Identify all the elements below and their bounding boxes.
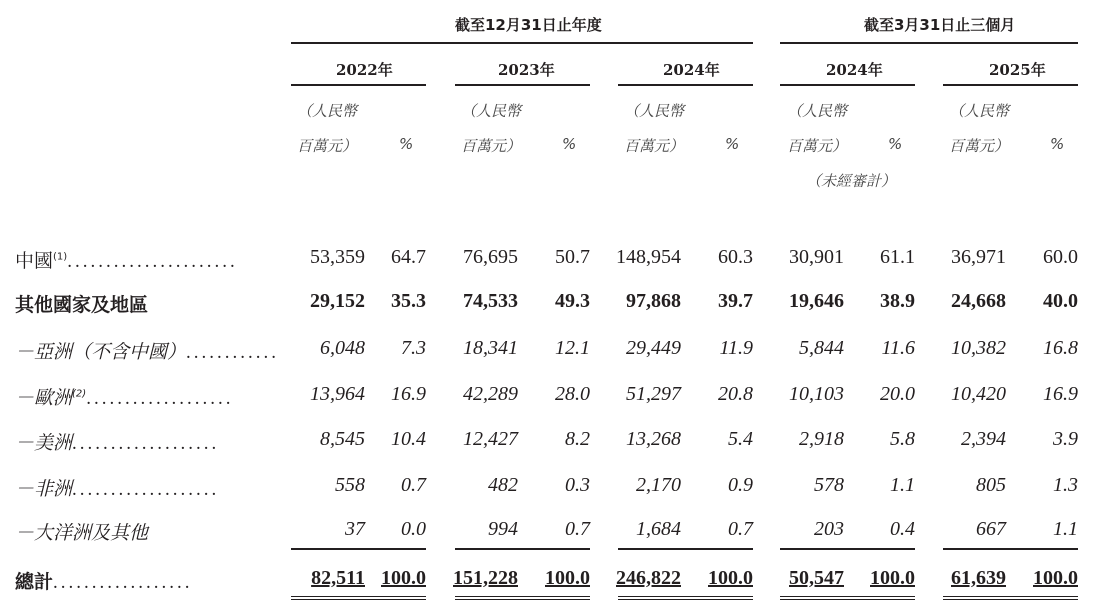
cell-2022-pct: 35.3	[391, 290, 426, 312]
cell-2023-amount: 18,341	[463, 337, 518, 359]
cell-2022-pct: 0.7	[401, 474, 426, 496]
year-rule-2022	[291, 84, 426, 86]
cell-2023-pct: 28.0	[555, 383, 590, 405]
row-label-text: 中國	[15, 250, 54, 272]
cell-2023-amount: 482	[488, 474, 518, 496]
cell-2022-amount: 6,048	[320, 337, 365, 359]
cell-2025q-amount: 667	[976, 518, 1006, 540]
cell-2023-amount: 74,533	[463, 290, 518, 312]
year-header-2023: 2023年	[498, 61, 555, 79]
cell-2022-amount: 13,964	[310, 383, 365, 405]
cell-2025q-pct: 16.8	[1043, 337, 1078, 359]
footnote-marker: (2)	[72, 388, 87, 400]
cell-2024q-pct: 1.1	[890, 474, 915, 496]
cell-2022-amount: 82,511	[311, 567, 365, 589]
cell-2022-amount: 29,152	[310, 290, 365, 312]
cell-2024-amount: 51,297	[626, 383, 681, 405]
cell-2025q-pct: 3.9	[1053, 428, 1078, 450]
cell-2024-amount: 2,170	[636, 474, 681, 496]
cell-2024-pct: 11.9	[719, 337, 753, 359]
cell-2023-amount: 151,228	[453, 567, 518, 589]
cell-2024-amount: 148,954	[616, 246, 681, 268]
year-header-2024-q: 2024年	[826, 61, 883, 79]
cell-2022-amount: 53,359	[310, 246, 365, 268]
year-rule-2024-q	[780, 84, 915, 86]
cell-2023-pct: 8.2	[565, 428, 590, 450]
unit-rmb-2024q-l1: （人民幣	[787, 102, 848, 120]
unit-rmb-2024-l2: 百萬元）	[624, 137, 685, 155]
cell-2024-amount: 13,268	[626, 428, 681, 450]
cell-2024-amount: 1,684	[636, 518, 681, 540]
cell-2022-pct: 64.7	[391, 246, 426, 268]
cell-2022-pct: 7.3	[401, 337, 426, 359]
cell-2025q-amount: 2,394	[961, 428, 1006, 450]
cell-2024q-pct: 20.0	[880, 383, 915, 405]
unit-rmb-2022-l2: 百萬元）	[297, 137, 358, 155]
year-header-2025-q: 2025年	[989, 61, 1046, 79]
total-double-rule-2024-q	[780, 596, 915, 600]
unit-rmb-2024q-l2: 百萬元）	[787, 137, 848, 155]
total-double-rule-2025-q	[943, 596, 1078, 600]
unit-rmb-2025q-l1: （人民幣	[949, 102, 1010, 120]
cell-2022-pct: 0.0	[401, 518, 426, 540]
unit-pct-2022: %	[399, 135, 414, 153]
row-label-text: －非洲	[15, 478, 73, 500]
cell-2024q-amount: 578	[814, 474, 844, 496]
unit-pct-2023: %	[562, 135, 577, 153]
cell-2022-pct: 10.4	[391, 428, 426, 450]
cell-2023-pct: 0.7	[565, 518, 590, 540]
row-label-text: －大洋洲及其他	[15, 522, 149, 544]
year-header-2022: 2022年	[336, 61, 393, 79]
cell-2024q-pct: 61.1	[880, 246, 915, 268]
cell-2024-pct: 20.8	[718, 383, 753, 405]
cell-2023-amount: 42,289	[463, 383, 518, 405]
row-label	[15, 383, 233, 410]
subtotal-rule-2024-q	[780, 548, 915, 550]
unit-pct-2024q: %	[888, 135, 903, 153]
cell-2025q-amount: 10,420	[951, 383, 1006, 405]
row-label-text: －美洲	[15, 432, 73, 454]
cell-2024-pct: 39.7	[718, 290, 753, 312]
row-label	[15, 474, 219, 501]
year-header-2024: 2024年	[663, 61, 720, 79]
row-label	[15, 246, 238, 273]
group-header-annual: 截至12月31日止年度	[455, 16, 602, 34]
leader-dots: ......................	[67, 251, 238, 272]
cell-2025q-pct: 60.0	[1043, 246, 1078, 268]
subtotal-rule-2023	[455, 548, 590, 550]
cell-2024q-amount: 5,844	[799, 337, 844, 359]
cell-2024-amount: 29,449	[626, 337, 681, 359]
year-rule-2023	[455, 84, 590, 86]
cell-2025q-pct: 16.9	[1043, 383, 1078, 405]
row-label	[15, 567, 193, 594]
cell-2023-pct: 12.1	[555, 337, 590, 359]
cell-2024q-amount: 19,646	[789, 290, 844, 312]
cell-2024-pct: 100.0	[708, 567, 753, 589]
row-label-text: －亞洲（不含中國）	[15, 341, 187, 363]
cell-2023-amount: 994	[488, 518, 518, 540]
row-label-text: 總計	[15, 571, 54, 593]
row-label	[15, 428, 219, 455]
footnote-marker: (1)	[53, 251, 68, 263]
row-label-text: －歐洲	[15, 387, 73, 409]
cell-2024-pct: 0.9	[728, 474, 753, 496]
year-rule-2025-q	[943, 84, 1078, 86]
cell-2022-pct: 100.0	[381, 567, 426, 589]
subtotal-rule-2025-q	[943, 548, 1078, 550]
group-rule-quarter	[780, 42, 1078, 44]
unit-rmb-2023-l1: （人民幣	[461, 102, 522, 120]
cell-2024q-pct: 11.6	[881, 337, 915, 359]
row-label	[15, 290, 148, 317]
cell-2024q-pct: 38.9	[880, 290, 915, 312]
total-double-rule-2022	[291, 596, 426, 600]
cell-2022-amount: 558	[335, 474, 365, 496]
unit-rmb-2025q-l2: 百萬元）	[949, 137, 1010, 155]
unit-pct-2025q: %	[1050, 135, 1065, 153]
cell-2024q-amount: 2,918	[799, 428, 844, 450]
subtotal-rule-2024	[618, 548, 753, 550]
cell-2024-pct: 5.4	[728, 428, 753, 450]
group-header-quarter: 截至3月31日止三個月	[864, 16, 1016, 34]
cell-2025q-amount: 36,971	[951, 246, 1006, 268]
cell-2025q-amount: 61,639	[951, 567, 1006, 589]
cell-2022-pct: 16.9	[391, 383, 426, 405]
leader-dots: ..................	[53, 572, 193, 593]
unit-rmb-2024-l1: （人民幣	[624, 102, 685, 120]
row-label-text: 其他國家及地區	[15, 294, 149, 316]
cell-2025q-amount: 24,668	[951, 290, 1006, 312]
cell-2022-amount: 8,545	[320, 428, 365, 450]
cell-2024q-amount: 30,901	[789, 246, 844, 268]
cell-2025q-pct: 1.3	[1053, 474, 1078, 496]
cell-2023-pct: 50.7	[555, 246, 590, 268]
group-rule-annual	[291, 42, 753, 44]
cell-2025q-amount: 805	[976, 474, 1006, 496]
cell-2023-pct: 49.3	[555, 290, 590, 312]
cell-2025q-pct: 40.0	[1043, 290, 1078, 312]
subtotal-rule-2022	[291, 548, 426, 550]
leader-dots: ...................	[86, 388, 234, 409]
cell-2024-pct: 60.3	[718, 246, 753, 268]
cell-2023-pct: 100.0	[545, 567, 590, 589]
cell-2023-amount: 76,695	[463, 246, 518, 268]
cell-2025q-pct: 100.0	[1033, 567, 1078, 589]
cell-2024-amount: 246,822	[616, 567, 681, 589]
unit-rmb-2022-l1: （人民幣	[297, 102, 358, 120]
cell-2025q-amount: 10,382	[951, 337, 1006, 359]
unit-pct-2024: %	[725, 135, 740, 153]
leader-dots: ...................	[72, 433, 220, 454]
cell-2024q-amount: 10,103	[789, 383, 844, 405]
cell-2024q-amount: 203	[814, 518, 844, 540]
row-label	[15, 337, 279, 364]
year-rule-2024	[618, 84, 753, 86]
leader-dots: ............	[186, 342, 280, 363]
unit-unaudited: （未經審計）	[806, 172, 897, 190]
cell-2023-amount: 12,427	[463, 428, 518, 450]
cell-2024q-amount: 50,547	[789, 567, 844, 589]
total-double-rule-2023	[455, 596, 590, 600]
cell-2024q-pct: 0.4	[890, 518, 915, 540]
cell-2023-pct: 0.3	[565, 474, 590, 496]
cell-2022-amount: 37	[345, 518, 365, 540]
cell-2025q-pct: 1.1	[1053, 518, 1078, 540]
cell-2024q-pct: 100.0	[870, 567, 915, 589]
total-double-rule-2024	[618, 596, 753, 600]
unit-rmb-2023-l2: 百萬元）	[461, 137, 522, 155]
cell-2024q-pct: 5.8	[890, 428, 915, 450]
row-label	[15, 518, 148, 545]
cell-2024-pct: 0.7	[728, 518, 753, 540]
leader-dots: ...................	[72, 479, 220, 500]
cell-2024-amount: 97,868	[626, 290, 681, 312]
